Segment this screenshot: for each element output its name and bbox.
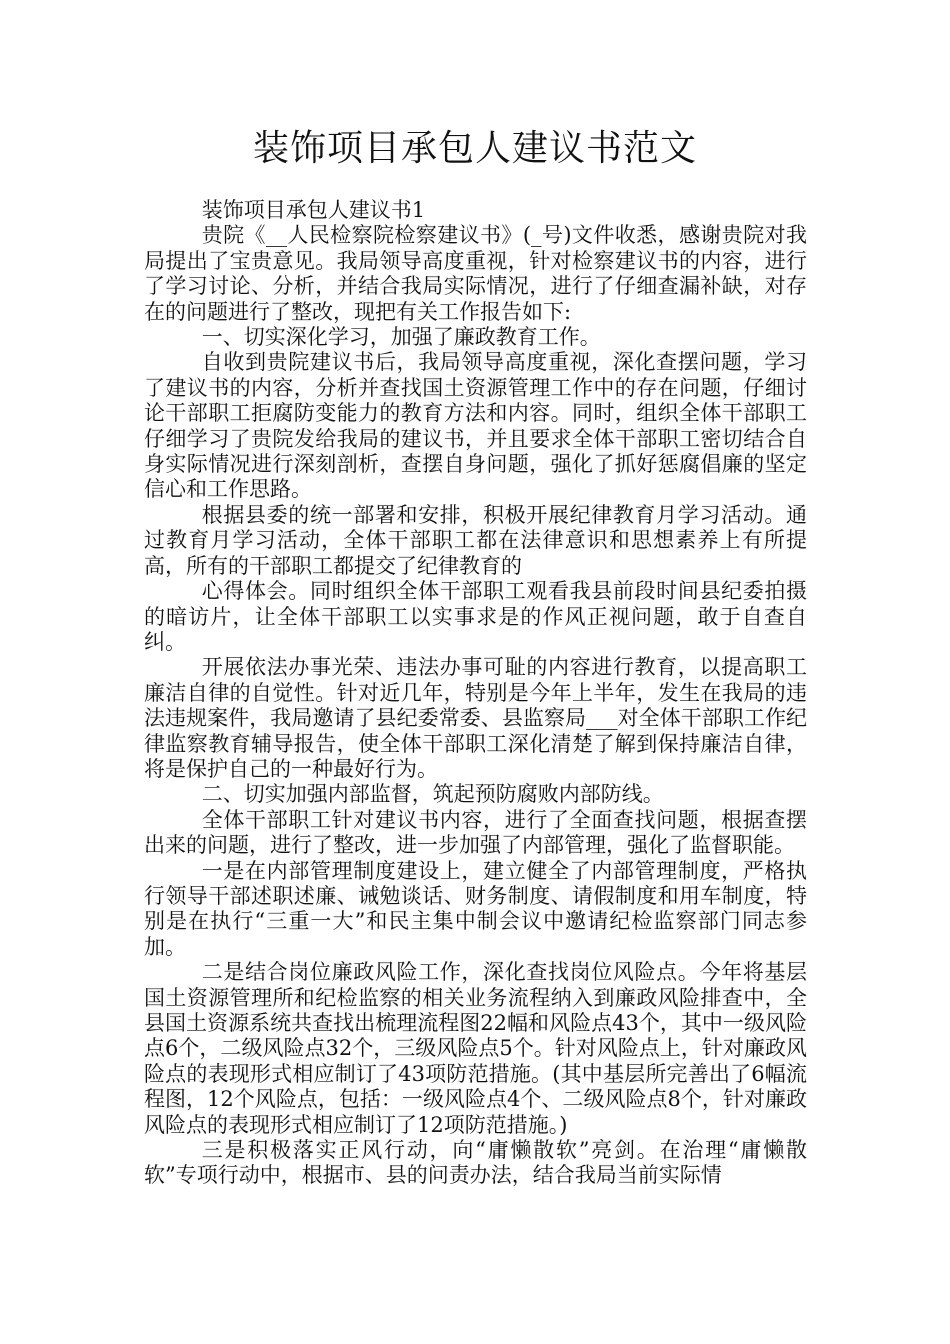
paragraph: 全体干部职工针对建议书内容，进行了全面查找问题，根据查摆出来的问题，进行了整改，进一步加强了内部管理，强化了监督职能。 (144, 807, 807, 858)
section-heading-2: 二、切实加强内部监督，筑起预防腐败内部防线。 (201, 782, 664, 807)
paragraph: 心得体会。同时组织全体干部职工观看我县前段时间县纪委拍摄的暗访片，让全体干部职工以实事求是的作风正视问题，敢于自查自纠。 (144, 579, 807, 654)
paragraph: 二是结合岗位廉政风险工作，深化查找岗位风险点。今年将基层国土资源管理所和纪检监察的相关业务流程纳入到廉政风险排查中，全县国土资源系统共查找出梳理流程图22幅和风险点43个，其中一级风险点6个，二级风险点32个，三级风险点5个。针对风险点上，针对廉政风险点的表现形式相应制订了43项防范措施。(其中基层所完善出了6幅流程图，12个风险点，包括：一级风险点4个、二级风险点8个，针对廉政风险点的表现形式相应制订了12项防范措施。) (144, 960, 807, 1137)
paragraph: 三是积极落实正风行动，向“庸懒散软”亮剑。在治理“庸懒散软”专项行动中，根据市、县的问责办法，结合我局当前实际情 (144, 1138, 807, 1188)
paragraph: 一是在内部管理制度建设上，建立健全了内部管理制度，严格执行领导干部述职述廉、诫勉谈话、财务制度、请假制度和用车制度，特别是在执行“三重一大”和民主集中制会议中邀请纪检监察部门同志参加。 (144, 858, 807, 959)
paragraph-subtitle: 装饰项目承包人建议书1 (201, 198, 426, 222)
paragraph: 自收到贵院建议书后，我局领导高度重视，深化查摆问题，学习了建议书的内容，分析并查找国土资源管理工作中的存在问题，仔细讨论干部职工拒腐防变能力的教育方法和内容。同时，组织全体干部职工仔细学习了贵院发给我局的建议书，并且要求全体干部职工密切结合自身实际情况进行深刻剖析，查摆自身问题，强化了抓好惩腐倡廉的坚定信心和工作思路。 (144, 350, 807, 502)
document-title: 装饰项目承包人建议书范文 (252, 128, 697, 169)
paragraph: 开展依法办事光荣、违法办事可耻的内容进行教育，以提高职工廉洁自律的自觉性。针对近几年，特别是今年上半年，发生在我局的违法违规案件，我局邀请了县纪委常委、县监察局___对全体干部职工作纪律监察教育辅导报告，使全体干部职工深化清楚了解到保持廉洁自律，将是保护自己的一种最好行为。 (144, 655, 807, 781)
paragraph-intro: 贵院《__人民检察院检察建议书》(_号)文件收悉，感谢贵院对我局提出了宝贵意见。我局领导高度重视，针对检察建议书的内容，进行了学习讨论、分析，并结合我局实际情况，进行了仔细查漏补缺，对存在的问题进行了整改，现把有关工作报告如下: (144, 223, 807, 324)
section-heading-1: 一、切实深化学习，加强了廉政教育工作。 (201, 325, 601, 350)
document-body (144, 198, 807, 1189)
paragraph: 根据县委的统一部署和安排，积极开展纪律教育月学习活动。通过教育月学习活动，全体干部职工都在法律意识和思想素养上有所提高，所有的干部职工都提交了纪律教育的 (144, 502, 807, 578)
